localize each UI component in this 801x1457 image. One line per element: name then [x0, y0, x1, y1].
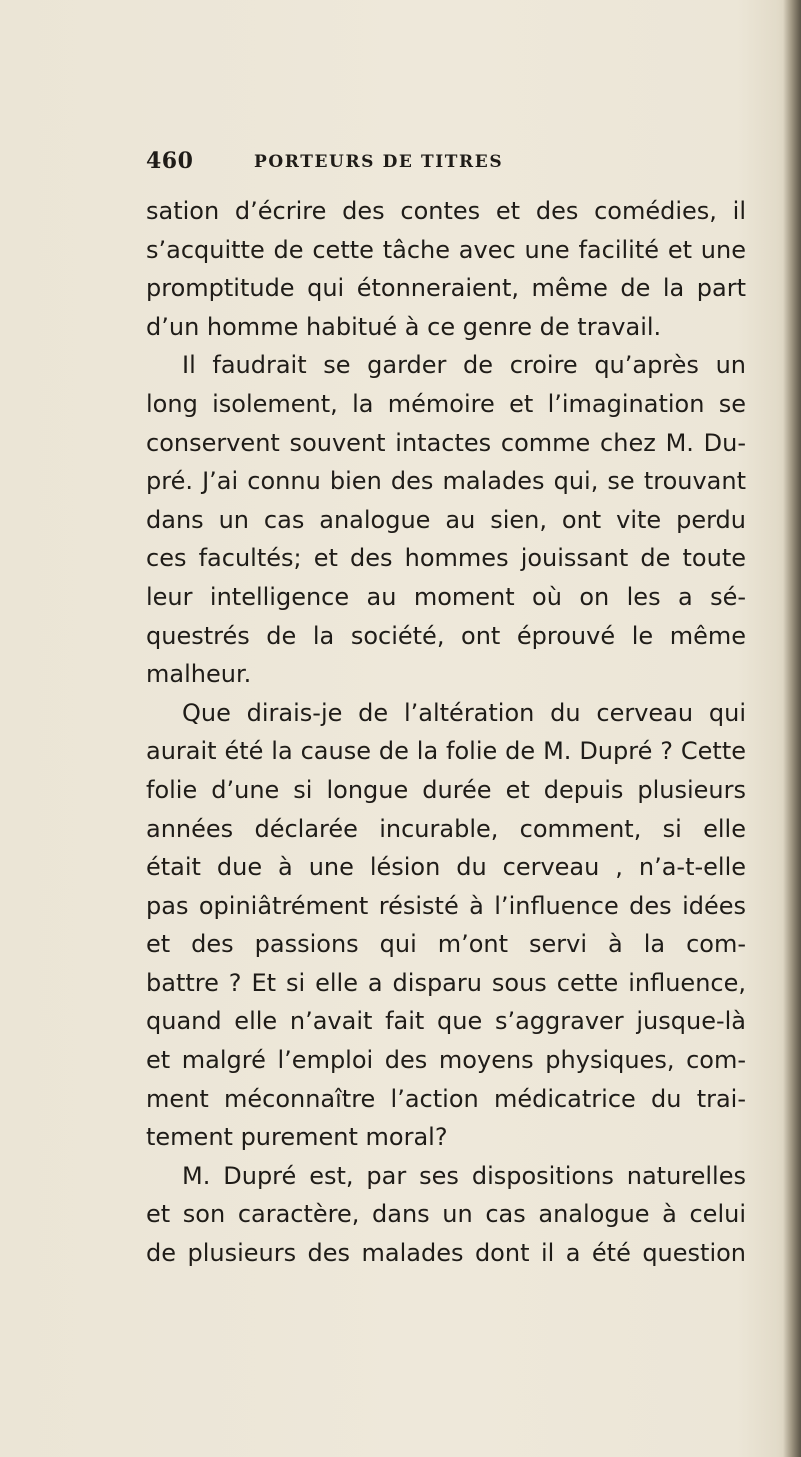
text-line: et malgré l’emploi des moyens physiques, com- — [146, 1046, 746, 1075]
text-line: s’acquitte de cette tâche avec une facilité et une — [146, 235, 746, 264]
text-line: de plusieurs des malades dont il a été question — [146, 1239, 746, 1268]
paragraph-start-line: Il faudrait se garder de croire qu’après un — [182, 351, 746, 380]
page-edge-shadow — [783, 0, 801, 1457]
text-line: ment méconnaître l’action médicatrice du trai- — [146, 1084, 746, 1113]
text-line: sation d’écrire des contes et des comédies, il — [146, 197, 746, 225]
text-line: malheur. — [146, 660, 252, 689]
text-line: folie d’une si longue durée et depuis plusieurs — [146, 775, 746, 804]
page-header — [146, 148, 746, 176]
running-head: PORTEURS DE TITRES — [254, 152, 504, 172]
paragraph-start-line: Que dirais-je de l’altération du cerveau qui — [182, 698, 746, 727]
text-line: questrés de la société, ont éprouvé le même — [146, 621, 746, 650]
text-line: était due à une lésion du cerveau , n’a-t-elle — [146, 853, 746, 882]
text-line: ces facultés; et des hommes jouissant de toute — [146, 544, 746, 573]
text-line: pré. J’ai connu bien des malades qui, se trouvant — [146, 467, 746, 496]
text-line: d’un homme habitué à ce genre de travail. — [146, 312, 662, 341]
text-line: promptitude qui étonneraient, même de la part — [146, 274, 746, 303]
text-line: pas opiniâtrément résisté à l’influence des idées — [146, 891, 746, 920]
text-line: années déclarée incurable, comment, si elle — [146, 814, 746, 843]
text-line: dans un cas analogue au sien, ont vite perdu — [146, 505, 746, 534]
text-line: et son caractère, dans un cas analogue à celui — [146, 1200, 746, 1229]
text-line: battre ? Et si elle a disparu sous cette influence, — [146, 968, 746, 997]
text-line: leur intelligence au moment où on les a sé- — [146, 582, 746, 611]
body-text — [146, 192, 746, 1273]
text-line: tement purement moral? — [146, 1123, 448, 1152]
paragraph-start-line: M. Dupré est, par ses dispositions naturelles — [182, 1161, 746, 1190]
text-line: long isolement, la mémoire et l’imagination se — [146, 389, 746, 418]
text-line: conservent souvent intactes comme chez M. Du- — [146, 428, 746, 457]
text-line: et des passions qui m’ont servi à la com- — [146, 930, 746, 959]
text-line: aurait été la cause de la folie de M. Dupré ? Cette — [146, 737, 746, 766]
page-number: 460 — [146, 148, 194, 174]
text-line: quand elle n’avait fait que s’aggraver jusque-là — [146, 1007, 746, 1036]
